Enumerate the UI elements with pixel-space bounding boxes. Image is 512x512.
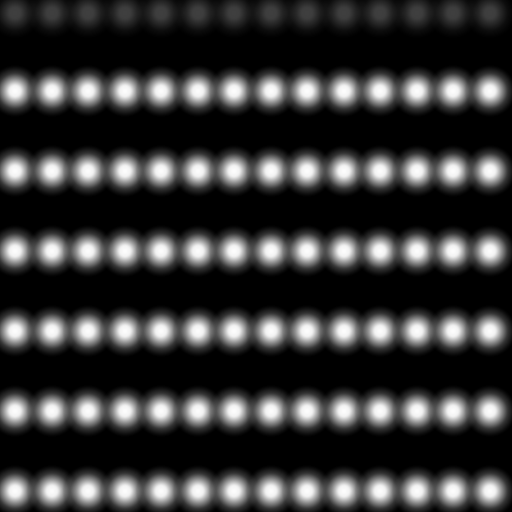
light-spot <box>465 226 512 276</box>
light-spot <box>465 146 512 196</box>
light-spot <box>465 66 512 116</box>
light-spot <box>465 0 512 38</box>
light-spot <box>465 306 512 356</box>
light-spot <box>465 386 512 436</box>
light-spot <box>465 466 512 512</box>
